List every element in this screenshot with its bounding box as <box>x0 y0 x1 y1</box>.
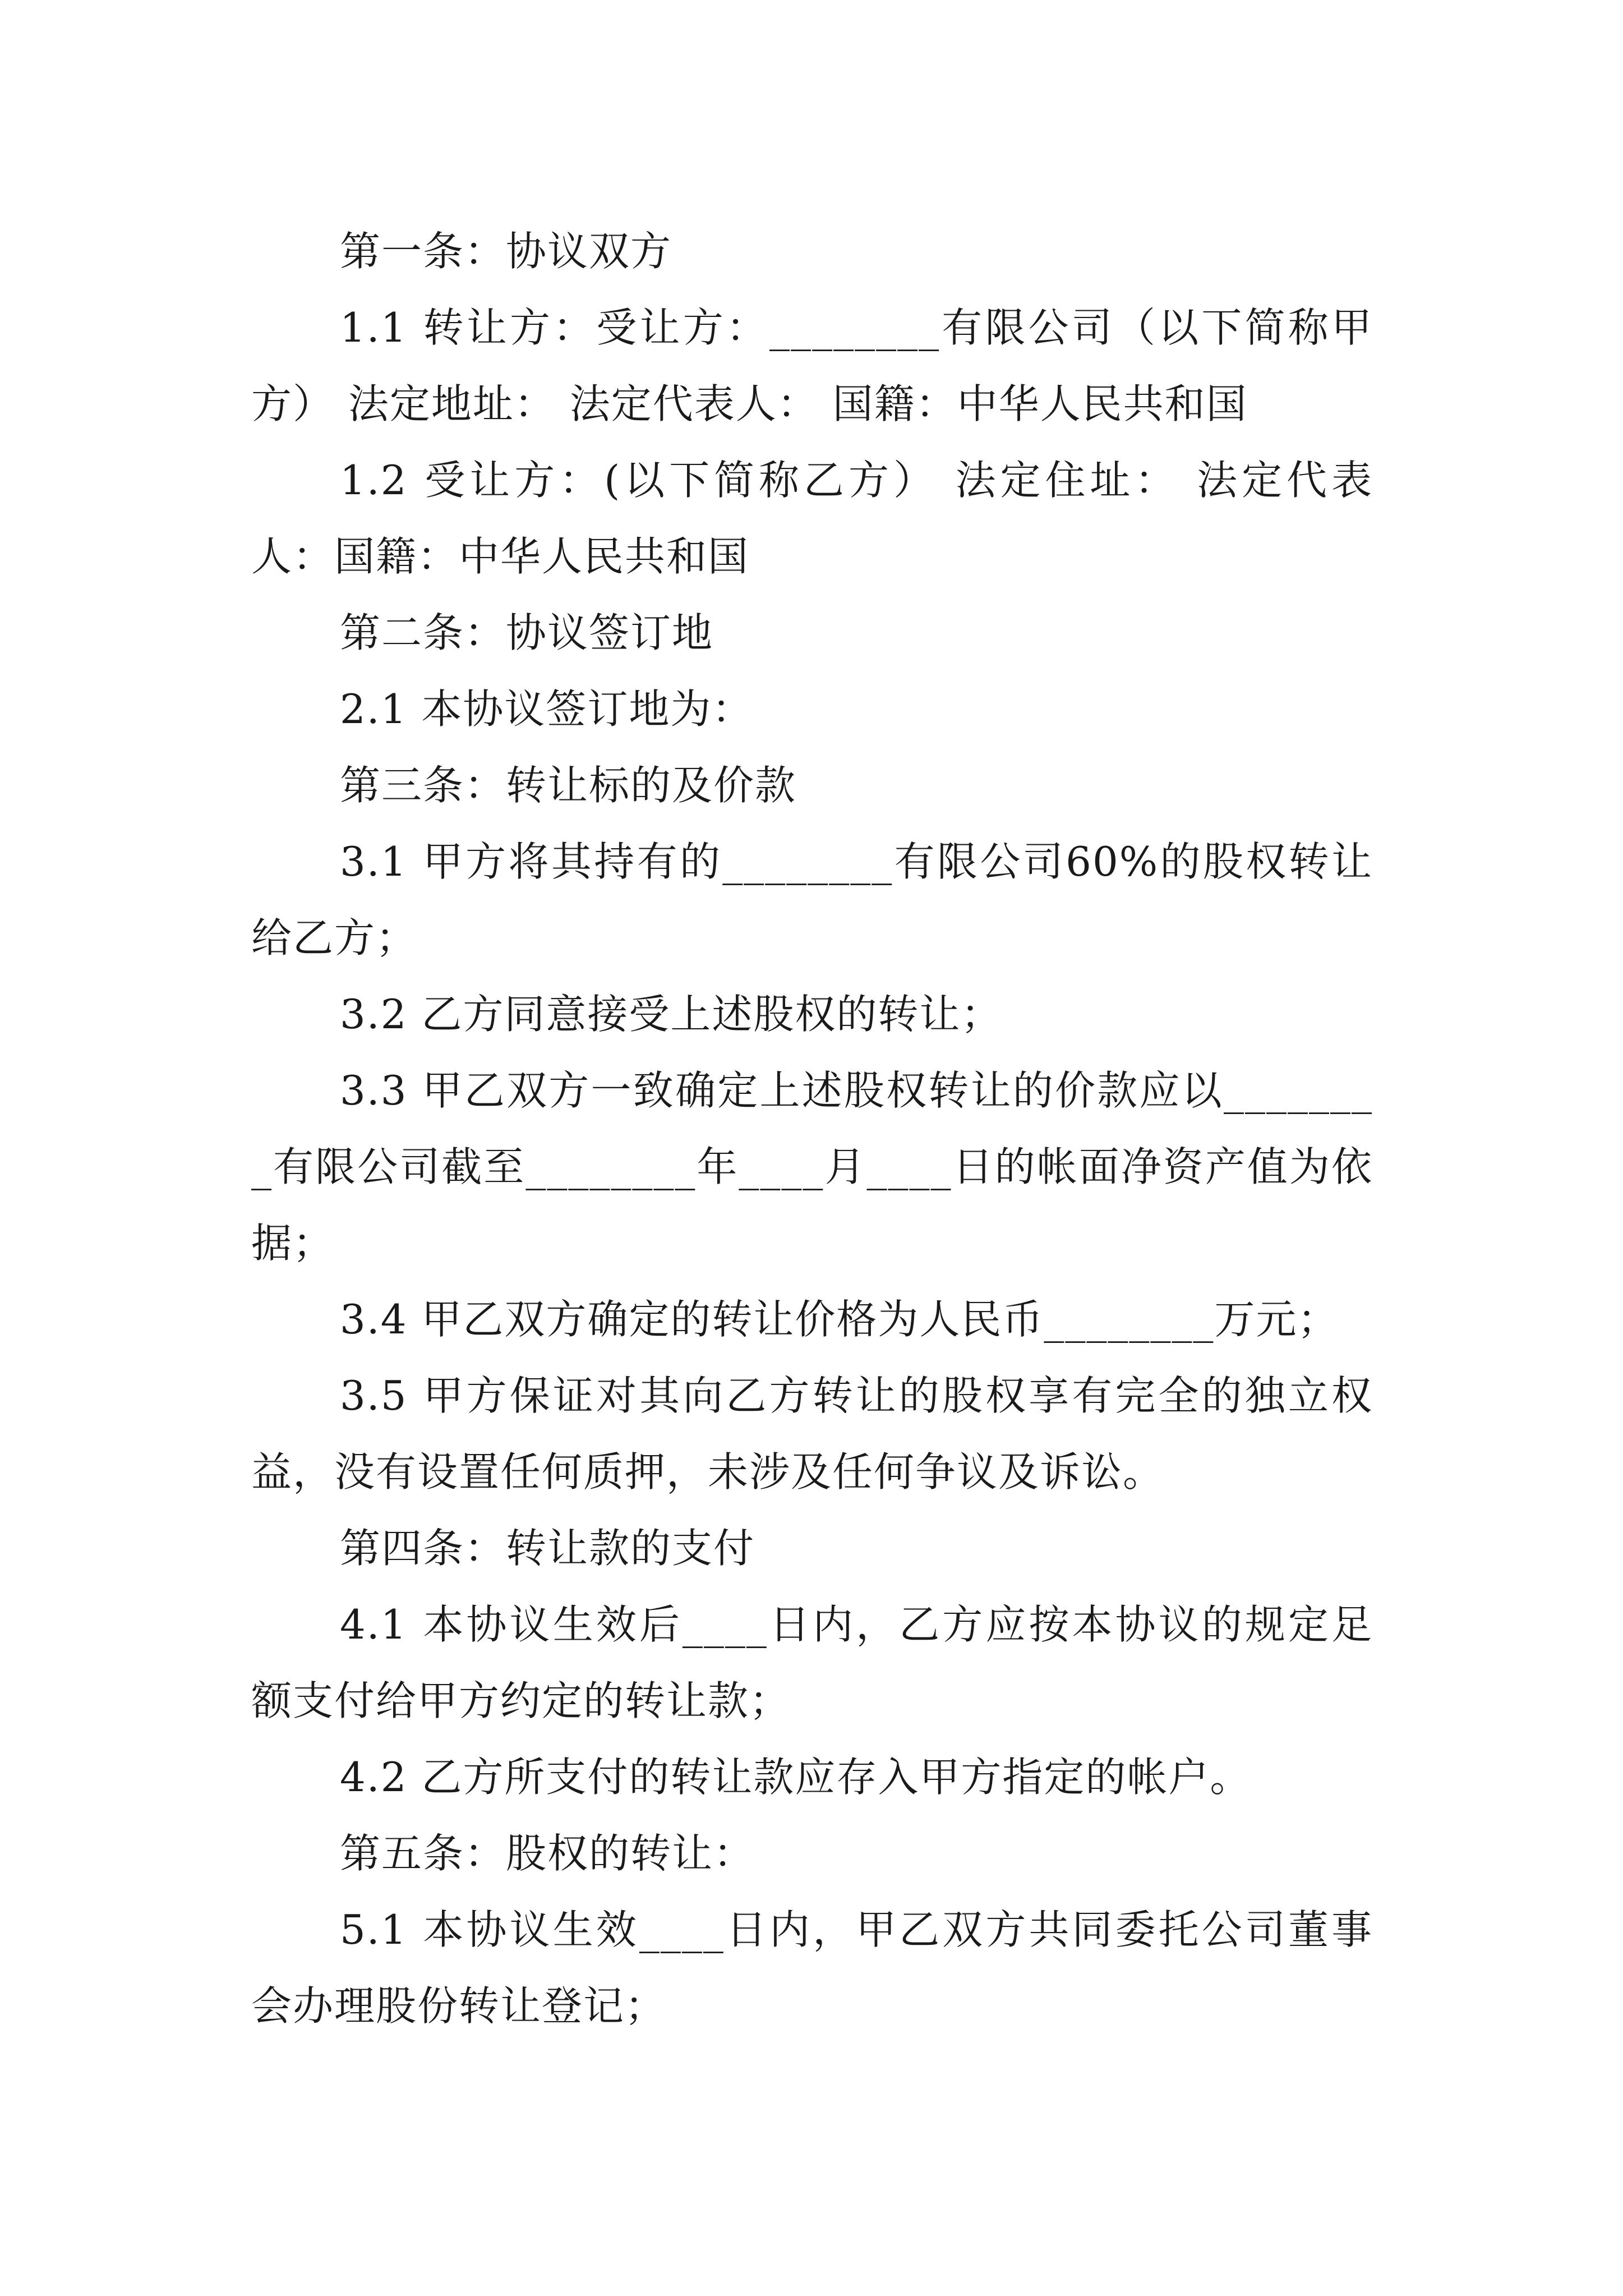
document-body <box>251 213 1373 2044</box>
clause-1-1: 1.1 转让方：受让方：________有限公司（以下简称甲方） 法定地址： 法定代表人： 国籍：中华人民共和国 <box>251 304 1373 427</box>
article-3-heading: 第三条：转让标的及价款 <box>340 762 797 809</box>
clause-4-1: 4.1 本协议生效后____日内，乙方应按本协议的规定足额支付给甲方约定的转让款； <box>251 1601 1373 1724</box>
clause-3-1: 3.1 甲方将其持有的________有限公司60%的股权转让给乙方； <box>251 838 1373 961</box>
clause-3-3: 3.3 甲乙双方一致确定上述股权转让的价款应以________有限公司截至________年____月____日的帐面净资产值为依据； <box>251 1067 1373 1267</box>
clause-3-2: 3.2 乙方同意接受上述股权的转让； <box>340 991 1003 1038</box>
clause-3-5: 3.5 甲方保证对其向乙方转让的股权享有完全的独立权益，没有设置任何质押，未涉及任何争议及诉讼。 <box>251 1372 1373 1496</box>
article-1-heading: 第一条：协议双方 <box>340 228 672 275</box>
article-2-heading: 第二条：协议签订地 <box>340 609 714 656</box>
article-4-heading: 第四条：转让款的支付 <box>340 1525 755 1572</box>
clause-2-1: 2.1 本协议签订地为： <box>340 685 754 733</box>
clause-5-1: 5.1 本协议生效____日内，甲乙双方共同委托公司董事会办理股份转让登记； <box>251 1906 1373 2030</box>
clause-4-2: 4.2 乙方所支付的转让款应存入甲方指定的帐户。 <box>340 1754 1252 1801</box>
clause-3-4: 3.4 甲乙双方确定的转让价格为人民币________万元； <box>340 1296 1339 1343</box>
clause-1-2: 1.2 受让方：(以下简称乙方） 法定住址： 法定代表人：国籍：中华人民共和国 <box>251 457 1373 580</box>
article-5-heading: 第五条：股权的转让： <box>340 1830 755 1877</box>
